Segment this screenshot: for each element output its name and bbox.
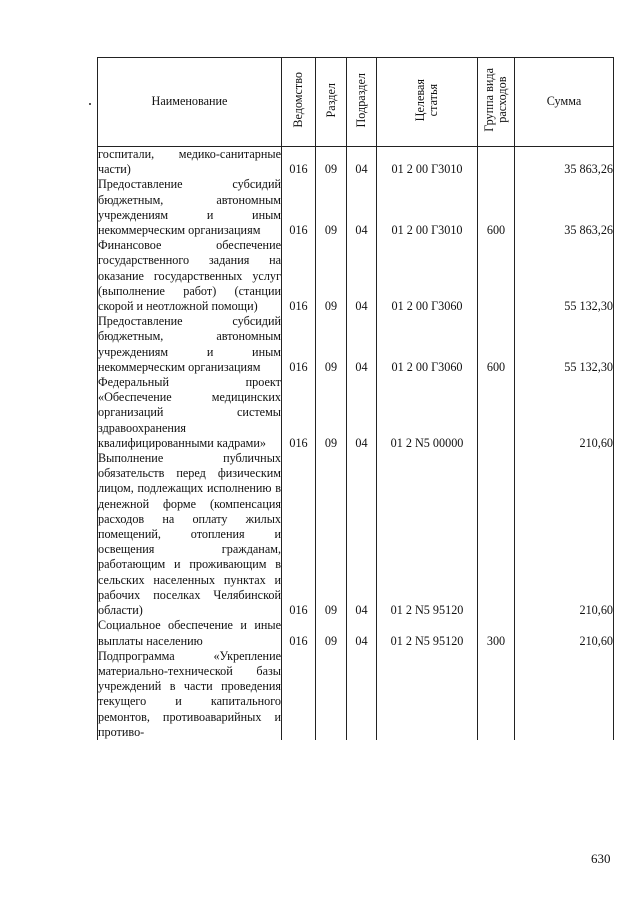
header-celevaya-statya: Целевая статья <box>377 58 478 147</box>
cell-podrazdel: 04 <box>347 375 377 451</box>
cell-vedomstvo: 016 <box>282 618 316 648</box>
cell-name: Предоставление субсидий бюджетным, автономным учреждениям и иным некоммерческим организациям <box>98 314 281 374</box>
cell-summa: 35 863,26 <box>515 147 614 178</box>
cell-gruppa: 600 <box>478 314 515 375</box>
cell-celevaya-statya: 01 2 00 Г3060 <box>377 314 478 375</box>
cell-razdel: 09 <box>316 451 347 618</box>
cell-summa: 55 132,30 <box>515 314 614 375</box>
cell-name: Предоставление субсидий бюджетным, автономным учреждениям и иным некоммерческим организациям <box>98 177 281 238</box>
cell-razdel: 09 <box>316 177 347 238</box>
cell-razdel <box>316 649 347 740</box>
cell-gruppa: 300 <box>478 618 515 648</box>
cell-vedomstvo: 016 <box>282 451 316 618</box>
cell-gruppa <box>478 375 515 451</box>
header-name: Наименование <box>98 58 282 147</box>
cell-summa: 55 132,30 <box>515 238 614 314</box>
header-podrazdel: Подраздел <box>347 58 377 147</box>
cell-name: Подпрограмма «Укрепление материально-технической базы учреждений в части проведения текущего и капитального ремонтов, противоаварийных и противо- <box>98 648 281 739</box>
cell-summa <box>515 649 614 740</box>
budget-table <box>97 57 614 740</box>
cell-gruppa <box>478 649 515 740</box>
table-row <box>98 649 614 740</box>
table-row <box>98 147 614 178</box>
table-row <box>98 375 614 451</box>
cell-razdel: 09 <box>316 147 347 178</box>
cell-celevaya-statya: 01 2 00 Г3060 <box>377 238 478 314</box>
cell-razdel: 09 <box>316 618 347 648</box>
cell-razdel: 09 <box>316 314 347 375</box>
table-row <box>98 177 614 238</box>
cell-gruppa <box>478 451 515 618</box>
cell-celevaya-statya: 01 2 N5 00000 <box>377 375 478 451</box>
header-gruppa-vida-raskhodov: Группа вида расходов <box>478 58 515 147</box>
cell-gruppa <box>478 238 515 314</box>
cell-vedomstvo: 016 <box>282 238 316 314</box>
table-header-row <box>98 58 614 147</box>
cell-podrazdel: 04 <box>347 238 377 314</box>
cell-razdel: 09 <box>316 238 347 314</box>
cell-gruppa: 600 <box>478 177 515 238</box>
cell-summa: 210,60 <box>515 375 614 451</box>
table-body <box>98 147 614 740</box>
cell-gruppa <box>478 147 515 178</box>
cell-vedomstvo: 016 <box>282 375 316 451</box>
cell-name: госпитали, медико-санитарные части) <box>98 147 281 177</box>
cell-podrazdel: 04 <box>347 147 377 178</box>
cell-vedomstvo <box>282 649 316 740</box>
cell-vedomstvo: 016 <box>282 177 316 238</box>
cell-podrazdel: 04 <box>347 314 377 375</box>
page-number: 630 <box>591 851 611 866</box>
cell-celevaya-statya <box>377 649 478 740</box>
table-row <box>98 618 614 648</box>
cell-vedomstvo: 016 <box>282 314 316 375</box>
table-row <box>98 314 614 375</box>
cell-podrazdel: 04 <box>347 177 377 238</box>
cell-celevaya-statya: 01 2 00 Г3010 <box>377 177 478 238</box>
cell-razdel: 09 <box>316 375 347 451</box>
table-row <box>98 238 614 314</box>
cell-podrazdel <box>347 649 377 740</box>
scan-mark <box>89 103 91 105</box>
cell-name: Федеральный проект «Обеспечение медицинских организаций системы здравоохранения квалифицированными кадрами» <box>98 375 281 450</box>
header-summa: Сумма <box>515 58 614 147</box>
header-razdel: Раздел <box>316 58 347 147</box>
cell-summa: 210,60 <box>515 451 614 618</box>
cell-name: Финансовое обеспечение государственного задания на оказание государственных услуг (выполнение работ) (станции скорой и неотложной помощи) <box>98 238 281 314</box>
cell-summa: 210,60 <box>515 618 614 648</box>
cell-podrazdel: 04 <box>347 451 377 618</box>
header-vedomstvo: Ведомство <box>282 58 316 147</box>
table-row <box>98 451 614 618</box>
cell-celevaya-statya: 01 2 00 Г3010 <box>377 147 478 178</box>
cell-podrazdel: 04 <box>347 618 377 648</box>
cell-celevaya-statya: 01 2 N5 95120 <box>377 618 478 648</box>
cell-name: Выполнение публичных обязательств перед физическим лицом, подлежащих исполнению в денежной форме (компенсация расходов на оплату жилых помещений, отопления и освещения гражданам, работающим и проживающим в сельских населенных пунктах и рабочих поселках Челябинской области) <box>98 451 281 618</box>
cell-vedomstvo: 016 <box>282 147 316 178</box>
cell-summa: 35 863,26 <box>515 177 614 238</box>
cell-name: Социальное обеспечение и иные выплаты населению <box>98 618 281 648</box>
cell-celevaya-statya: 01 2 N5 95120 <box>377 451 478 618</box>
